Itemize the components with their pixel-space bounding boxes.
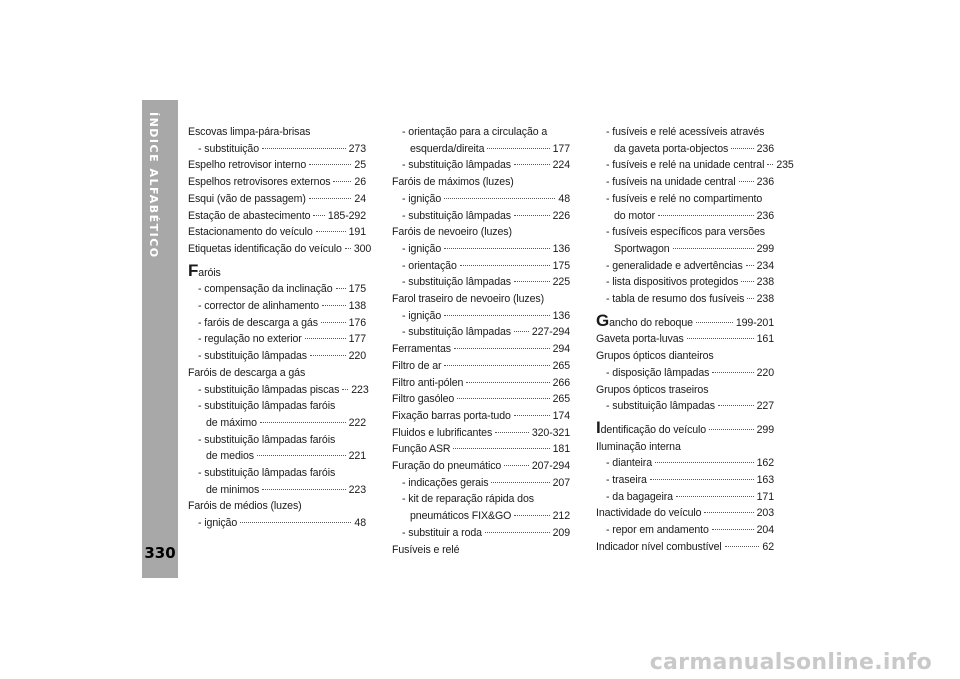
index-entry [392,157,570,174]
dot-leader [262,147,346,149]
index-entry-text: Farol traseiro de nevoeiro (luzes) [392,293,545,306]
index-entry-page: 221 [348,450,366,463]
index-entry [596,455,774,472]
index-entry-page: 176 [348,316,366,329]
index-entry [188,191,366,208]
index-entry [596,382,774,399]
index-entry-page: 185-292 [327,209,366,222]
index-entry [596,191,774,208]
index-entry [188,224,366,241]
index-entry-text: - substituição lâmpadas [198,350,307,363]
index-entry-page: 235 [776,159,794,172]
index-entry [392,341,570,358]
index-entry-text: dentificação do veículo [600,423,707,436]
dot-leader [731,147,753,149]
index-entry-page: 225 [552,276,570,289]
index-entry-page: 236 [756,209,774,222]
index-entry-text: Inactividade do veículo [596,507,702,520]
index-initial-letter: I [596,417,601,437]
index-entry-page: 266 [552,376,570,389]
index-entry-page: 212 [552,510,570,523]
index-entry [188,365,366,382]
index-entry-text: Faróis de nevoeiro (luzes) [392,226,512,239]
index-entry-text: Filtro de ar [392,359,442,372]
dot-leader [676,495,754,497]
index-entry [392,425,570,442]
index-letter-heading [596,417,774,439]
index-entry-page: 177 [348,333,366,346]
index-entry-text: - regulação no exterior [198,333,302,346]
index-entry-text: Espelho retrovisor interno [188,159,307,172]
dot-leader [454,347,550,349]
index-entry [596,331,774,348]
index-initial-letter: G [596,310,610,330]
index-entry [188,515,366,532]
index-entry [596,241,774,258]
index-entry-text: - fusíveis e relé acessíveis através [606,126,765,138]
index-entry [392,491,570,508]
index-entry-text: Espelhos retrovisores externos [188,176,331,189]
index-entry [392,124,570,141]
index-entry-page: 138 [348,300,366,313]
index-entry [596,365,774,382]
dot-leader [747,297,753,299]
index-entry [188,298,366,315]
index-entry-page: 223 [348,483,366,496]
index-entry-page: 48 [558,192,570,205]
index-entry [392,258,570,275]
index-entry-text: - ignição [402,242,442,255]
dot-leader [712,528,754,530]
index-entry [392,308,570,325]
index-entry [188,465,366,482]
index-entry-text: - fusíveis e relé no compartimento [606,192,763,205]
index-entry-text: Filtro anti-pólen [392,376,464,389]
index-entry-text: - ignição [198,517,238,530]
index-entry-text: Função ASR [392,443,451,456]
dot-leader [309,197,352,199]
index-entry [188,348,366,365]
index-column-2 [392,124,570,558]
index-entry-page: 25 [354,159,366,172]
index-entry-text: Estação de abastecimento [188,209,311,222]
index-entry [392,408,570,425]
index-entry-page: 294 [552,343,570,356]
dot-leader [333,180,351,182]
index-entry-text: Ferramentas [392,343,451,356]
index-entry [392,508,570,525]
dot-leader [453,447,549,449]
index-entry-text: - substituição lâmpadas faróis [198,433,336,446]
index-entry-page: 48 [354,517,366,530]
dot-leader [491,481,549,483]
index-entry-text: - fusíveis na unidade central [606,176,736,189]
index-entry-page: 236 [756,142,774,155]
index-entry-text: Faróis de máximos (luzes) [392,176,514,189]
dot-leader [514,414,550,416]
dot-leader [687,337,754,339]
index-entry-page: 62 [762,540,774,553]
index-entry-page: 174 [552,409,570,422]
index-entry-text: Furação do pneumático [392,460,502,473]
index-entry-page: 226 [552,209,570,222]
index-entry [392,391,570,408]
index-entry-page: 320-321 [531,426,570,439]
index-entry-text: Faróis de médios (luzes) [188,500,302,513]
dot-leader [487,147,549,149]
index-entry [188,415,366,432]
index-entry [392,224,570,241]
index-entry [596,208,774,225]
index-entry-text: Estacionamento do veículo [188,226,313,239]
index-entry [596,258,774,275]
dot-leader [504,464,529,466]
index-entry-text: - substituição lâmpadas faróis [198,400,336,413]
index-entry-text: de máximo [206,416,257,429]
index-entry-page: 224 [552,159,570,172]
index-entry-page: 207-294 [531,460,570,473]
index-entry [188,141,366,158]
index-entry-page: 273 [348,142,366,155]
index-entry [596,348,774,365]
dot-leader [444,247,549,249]
index-entry-page: 136 [552,242,570,255]
dot-leader [673,247,754,249]
index-entry [188,157,366,174]
index-entry-page: 26 [354,176,366,189]
index-column-3 [596,124,794,556]
index-entry-text: - lista dispositivos protegidos [606,276,739,289]
index-entry-text: Etiquetas identificação do veículo [188,242,342,255]
index-entry-text: - fusíveis específicos para versões [606,226,766,239]
dot-leader [262,488,345,490]
index-entry-page: 299 [756,423,774,436]
index-entry-text: - substituição lâmpadas [402,326,511,339]
index-entry-text: - dianteira [606,457,653,470]
index-entry-text: - da bagageira [606,490,673,503]
index-entry-text: - substituição lâmpadas [606,400,715,413]
index-entry-page: 223 [351,383,369,396]
index-entry [392,174,570,191]
index-entry-text: Fluidos e lubrificantes [392,426,493,439]
dot-leader [514,214,550,216]
dot-leader [712,371,753,373]
index-entry [188,382,369,399]
index-entry [188,208,366,225]
index-entry-text: Gaveta porta-luvas [596,333,684,346]
index-entry-text: - corrector de alinhamento [198,300,320,313]
index-entry [392,241,570,258]
index-entry-text: de medios [206,450,254,463]
dot-leader [345,247,351,249]
dot-leader [704,511,753,513]
index-entry [392,291,570,308]
index-entry-text: - substituição lâmpadas faróis [198,467,336,480]
index-entry-text: - substituição lâmpadas [402,276,511,289]
dot-leader [485,531,550,533]
index-entry [596,505,774,522]
index-letter-heading [188,260,366,282]
index-entry-page: 299 [756,242,774,255]
index-entry-text: - ignição [402,192,442,205]
index-entry-text: Faróis de descarga a gás [188,366,306,379]
dot-leader [514,280,550,282]
index-entry-page: 175 [552,259,570,272]
index-entry-text: - traseira [606,474,647,487]
index-entry-page: 220 [756,366,774,379]
index-entry-page: 238 [756,276,774,289]
dot-leader [310,354,346,356]
dot-leader [309,163,351,165]
dot-leader [342,388,348,390]
index-entry-page: 265 [552,359,570,372]
index-entry [392,475,570,492]
dot-leader [767,163,773,165]
index-entry-text: - faróis de descarga a gás [198,316,318,329]
index-entry [392,208,570,225]
index-entry-page: 227-294 [531,326,570,339]
index-entry-text: Escovas limpa-pára-brisas [188,126,311,138]
dot-leader [655,461,754,463]
dot-leader [321,321,346,323]
index-entry-page: 199-201 [735,316,774,329]
index-entry-page: 238 [756,293,774,306]
dot-leader [514,330,529,332]
dot-leader [444,197,555,199]
index-entry-page: 300 [353,242,372,255]
index-entry-page: 207 [552,476,570,489]
index-entry [392,458,570,475]
index-entry [596,291,774,308]
index-entry-text: - compensação da inclinação [198,283,333,296]
index-entry-text: do motor [614,209,656,222]
index-entry-text: Iluminação interna [596,440,681,453]
index-entry-text: - generalidade e advertências [606,259,743,272]
index-entry-text: Grupos ópticos dianteiros [596,350,714,363]
index-entry-page: 227 [756,400,774,413]
index-entry-page: 203 [756,507,774,520]
index-entry-page: 220 [348,350,366,363]
index-entry-page: 191 [348,226,366,239]
dot-leader [466,381,549,383]
index-entry-text: - fusíveis e relé na unidade central [606,159,765,172]
dot-leader [240,521,351,523]
index-entry-page: 236 [756,176,774,189]
index-entry-text: - disposição lâmpadas [606,366,710,379]
index-entry [392,191,570,208]
index-entry [596,522,774,539]
index-entry [596,141,774,158]
index-entry-page: 163 [756,474,774,487]
dot-leader [514,163,550,165]
index-entry-text: aróis [198,266,221,279]
index-entry [188,281,366,298]
index-entry-text: da gaveta porta-objectos [614,142,729,155]
index-entry-text: Indicador nível combustível [596,540,722,553]
dot-leader [444,314,549,316]
index-entry [188,498,366,515]
dot-leader [696,321,733,323]
index-entry-page: 265 [552,393,570,406]
index-entry [596,274,774,291]
index-entry [188,124,366,141]
index-entry-text: Sportwagon [614,242,670,255]
index-entry-page: 177 [552,142,570,155]
dot-leader [746,264,754,266]
index-entry [188,315,366,332]
index-entry [188,448,366,465]
index-entry-text: - indicações gerais [402,476,489,489]
index-entry-text: - tabla de resumo dos fusíveis [606,293,745,306]
dot-leader [741,280,753,282]
index-entry [596,489,774,506]
index-entry [392,441,570,458]
index-initial-letter: F [188,260,199,280]
index-letter-heading [596,310,774,332]
dot-leader [739,180,754,182]
index-entry [596,398,774,415]
index-entry-text: pneumáticos FIX&GO [410,510,512,523]
index-entry [596,124,774,141]
index-entry-page: 136 [552,309,570,322]
index-entry-page: 181 [552,443,570,456]
index-entry [392,358,570,375]
index-column-1 [188,124,372,532]
index-entry [596,157,794,174]
dot-leader [495,431,529,433]
index-entry-text: Esqui (vão de passagem) [188,192,306,205]
dot-leader [718,404,754,406]
index-entry [596,224,774,241]
index-entry-text: - ignição [402,309,442,322]
index-entry-text: Filtro gasóleo [392,393,455,406]
index-entry-text: - kit de reparação rápida dos [402,493,534,506]
dot-leader [316,230,346,232]
index-entry [392,525,570,542]
index-entry [188,174,366,191]
dot-leader [650,478,754,480]
dot-leader [709,428,754,430]
index-entry-text: - substituição lâmpadas [402,159,511,172]
dot-leader [457,397,549,399]
index-entry [596,472,774,489]
watermark: carmanualsonline.info [649,650,932,675]
index-entry-text: - substituir a roda [402,526,482,539]
index-entry [188,398,366,415]
dot-leader [260,421,346,423]
dot-leader [658,214,754,216]
index-entry-page: 222 [348,416,366,429]
index-entry [392,141,570,158]
dot-leader [336,287,346,289]
index-entry-text: - orientação [402,259,457,272]
index-entry-page: 175 [348,283,366,296]
index-entry-page: 204 [756,524,774,537]
index-entry-text: ancho do reboque [609,316,693,329]
index-entry-page: 161 [756,333,774,346]
page-number: 330 [144,544,176,562]
index-entry-page: 162 [756,457,774,470]
index-entry [392,274,570,291]
section-title: ÍNDICE ALFABÉTICO [147,112,160,259]
index-entry-text: Fixação barras porta-tudo [392,409,511,422]
index-entry-text: esquerda/direita [410,142,485,155]
dot-leader [514,514,549,516]
index-entry [392,324,570,341]
index-entry [596,174,774,191]
index-entry-page: 209 [552,526,570,539]
index-entry [188,331,366,348]
index-entry-text: Fusíveis e relé [392,543,460,556]
index-entry-text: - substituição [198,142,260,155]
dot-leader [322,304,346,306]
index-entry [596,439,774,456]
index-entry [596,539,774,556]
dot-leader [305,337,346,339]
index-entry-page: 234 [756,259,774,272]
index-entry [188,482,366,499]
dot-leader [725,545,760,547]
index-entry [392,542,570,559]
dot-leader [313,214,324,216]
index-entry-text: Grupos ópticos traseiros [596,383,709,396]
index-entry-page: 24 [354,192,366,205]
index-entry-text: - substituição lâmpadas piscas [198,383,340,396]
dot-leader [257,454,346,456]
index-entry [392,375,570,392]
index-entry-text: - substituição lâmpadas [402,209,511,222]
dot-leader [444,364,549,366]
index-entry-text: - orientação para a circulação a [402,126,548,138]
index-entry [188,241,372,258]
index-entry-page: 171 [756,490,774,503]
dot-leader [460,264,550,266]
index-entry-text: - repor em andamento [606,524,709,537]
index-entry [188,432,366,449]
index-entry-text: de minimos [206,483,260,496]
